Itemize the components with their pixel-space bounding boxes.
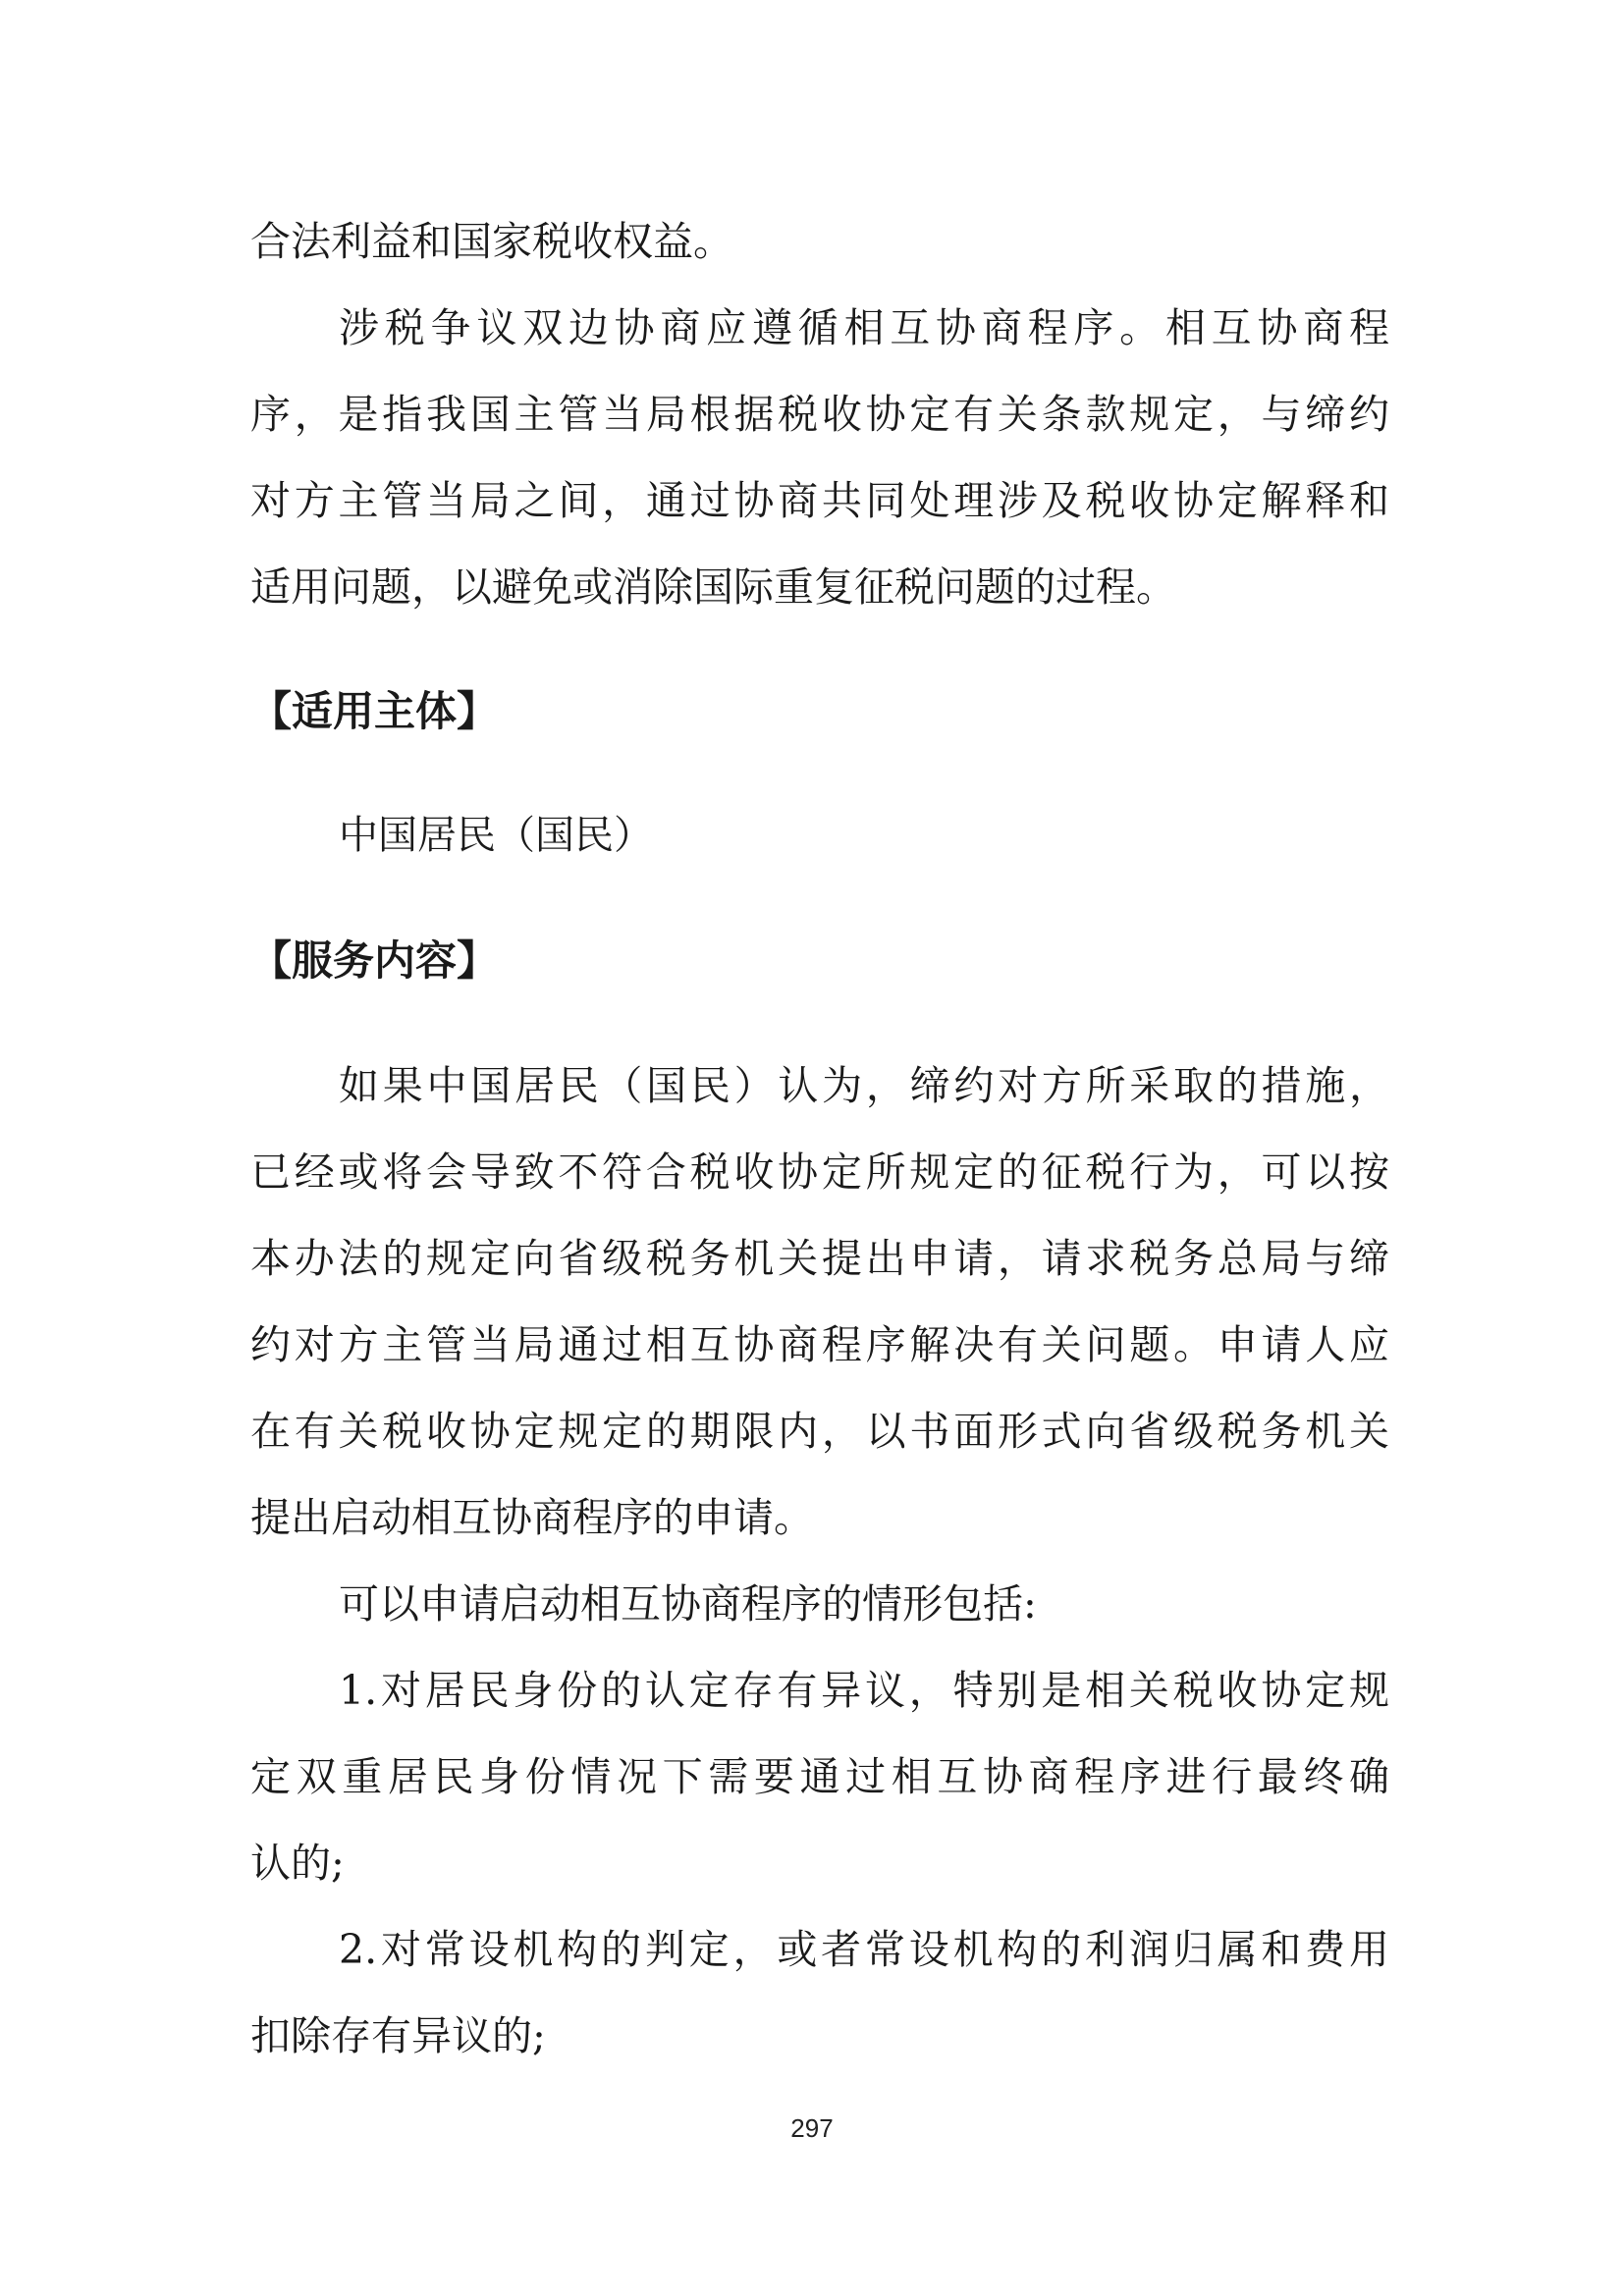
paragraph-line: 涉税争议双边协商应遵循相互协商程序。相互协商程 [339, 304, 1389, 351]
page-number: 297 [790, 2113, 834, 2143]
list-item-line: 2.对常设机构的判定，或者常设机构的利润归属和费用 [339, 1926, 1389, 1973]
list-item-line: 认的; [250, 1840, 345, 1887]
paragraph-line: 合法利益和国家税收权益。 [250, 218, 733, 265]
paragraph-line: 中国居民（国民） [339, 813, 653, 858]
paragraph-line: 提出启动相互协商程序的申请。 [250, 1494, 814, 1541]
paragraph-line: 可以申请启动相互协商程序的情形包括: [339, 1580, 1037, 1628]
paragraph-line: 适用问题，以避免或消除国际重复征税问题的过程。 [250, 563, 1176, 611]
list-item-line: 扣除存有异议的; [250, 2012, 546, 2059]
paragraph-line: 对方主管当局之间，通过协商共同处理涉及税收协定解释和 [250, 477, 1389, 524]
paragraph-line: 已经或将会导致不符合税收协定所规定的征税行为，可以按 [250, 1148, 1389, 1196]
paragraph-line: 序，是指我国主管当局根据税收协定有关条款规定，与缔约 [250, 391, 1389, 438]
section-heading-applicable-subject: 【适用主体】 [250, 687, 499, 735]
paragraph-line: 本办法的规定向省级税务机关提出申请，请求税务总局与缔 [250, 1235, 1389, 1282]
paragraph-line: 在有关税收协定规定的期限内，以书面形式向省级税务机关 [250, 1408, 1389, 1455]
paragraph-line: 约对方主管当局通过相互协商程序解决有关问题。申请人应 [250, 1321, 1389, 1368]
section-heading-service-content: 【服务内容】 [250, 936, 499, 985]
list-item-line: 1.对居民身份的认定存有异议，特别是相关税收协定规 [339, 1667, 1389, 1714]
paragraph-line: 如果中国居民（国民）认为，缔约对方所采取的措施， [339, 1062, 1389, 1109]
list-item-line: 定双重居民身份情况下需要通过相互协商程序进行最终确 [250, 1753, 1389, 1800]
